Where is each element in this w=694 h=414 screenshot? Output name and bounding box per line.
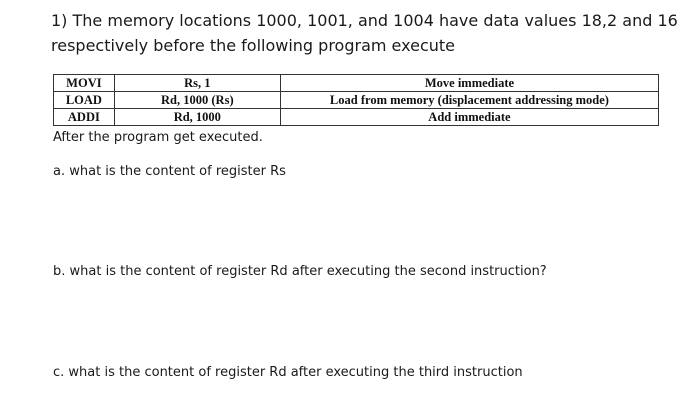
table-row bbox=[54, 75, 659, 92]
question-c: c. what is the content of register Rd after executing the third instruction bbox=[53, 365, 523, 380]
after-execution-text: After the program get executed. bbox=[53, 130, 263, 145]
program-table bbox=[53, 74, 659, 126]
description-cell: Add immediate bbox=[280, 109, 658, 126]
operands-cell: Rd, 1000 bbox=[114, 109, 280, 126]
opcode-cell: MOVI bbox=[54, 75, 115, 92]
table-row bbox=[54, 109, 659, 126]
question-b: b. what is the content of register Rd after executing the second instruction? bbox=[53, 264, 547, 279]
question-a: a. what is the content of register Rs bbox=[53, 164, 286, 179]
opcode-cell: ADDI bbox=[54, 109, 115, 126]
description-cell: Move immediate bbox=[280, 75, 658, 92]
problem-statement: 1) The memory locations 1000, 1001, and 1004 have data values 18,2 and 16 respectively before the following program execute bbox=[51, 11, 678, 55]
opcode-cell: LOAD bbox=[54, 92, 115, 109]
operands-cell: Rd, 1000 (Rs) bbox=[114, 92, 280, 109]
table-row bbox=[54, 92, 659, 109]
operands-cell: Rs, 1 bbox=[114, 75, 280, 92]
description-cell: Load from memory (displacement addressing mode) bbox=[280, 92, 658, 109]
